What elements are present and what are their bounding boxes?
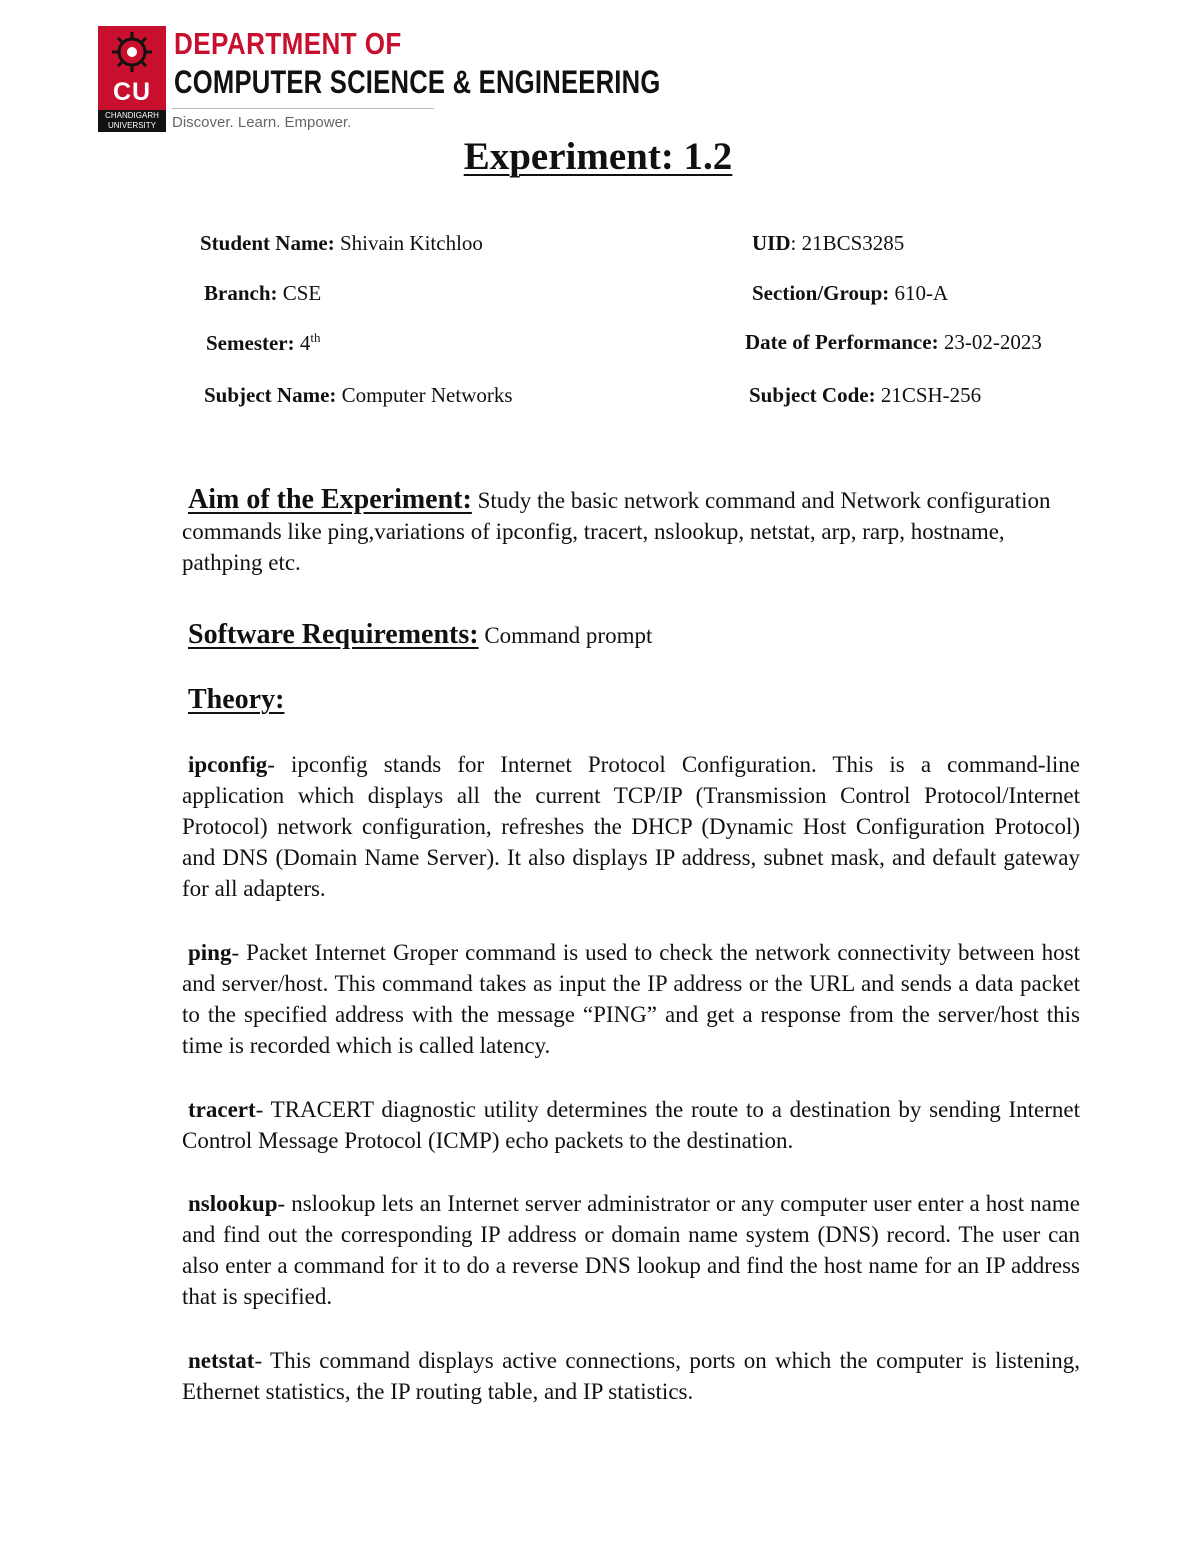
theory-heading: Theory: xyxy=(188,684,285,715)
theory-item-tracert xyxy=(182,1094,1080,1156)
section-value: 610-A xyxy=(894,281,949,305)
section-field xyxy=(752,281,948,306)
theory-text: - nslookup lets an Internet server administrator or any computer user enter a host name and find out the corresponding IP address or domain name system (DNS) record. The user can also enter a command for it to do a reverse DNS lookup and find the host name for an IP address that is specified. xyxy=(182,1191,1080,1309)
theory-term: tracert xyxy=(188,1097,256,1122)
department-header xyxy=(98,26,661,136)
theory-item-ping xyxy=(182,937,1080,1061)
subject-code-label: Subject Code: xyxy=(749,383,876,407)
date-field xyxy=(745,330,1042,355)
theory-term: ipconfig xyxy=(188,752,268,777)
aim-section xyxy=(182,484,1080,578)
aim-text: Study the basic network command and Network configuration commands like ping,variations of ipconfig, tracert, nslookup, netstat, arp, rarp, hostname, pathping etc. xyxy=(182,488,1051,575)
semester-field xyxy=(206,330,321,356)
subject-code-value: 21CSH-256 xyxy=(880,383,982,407)
theory-text: - TRACERT diagnostic utility determines the route to a destination by sending Internet Control Message Protocol (ICMP) echo packets to the destination. xyxy=(182,1097,1080,1153)
theory-item-ipconfig xyxy=(182,749,1080,904)
student-name-field xyxy=(200,231,483,256)
semester-suffix: th xyxy=(310,330,321,345)
subject-code-field xyxy=(749,383,981,408)
branch-field xyxy=(204,281,321,306)
subject-name-value: Computer Networks xyxy=(341,383,513,407)
theory-section xyxy=(182,684,1080,716)
theory-term: ping xyxy=(188,940,232,965)
semester-label: Semester: xyxy=(206,331,295,355)
branch-value: CSE xyxy=(282,281,322,305)
theory-term: nslookup xyxy=(188,1191,278,1216)
department-name-line1: DEPARTMENT OF xyxy=(174,26,402,61)
date-value: 23-02-2023 xyxy=(943,330,1042,354)
date-label: Date of Performance: xyxy=(745,330,939,354)
logo-university-text: CHANDIGARH UNIVERSITY xyxy=(98,110,166,132)
software-section xyxy=(182,619,1080,651)
tagline: Discover. Learn. Empower. xyxy=(172,114,352,131)
experiment-title xyxy=(0,134,1196,179)
theory-text: - ipconfig stands for Internet Protocol Configuration. This is a command-line application which displays all the current TCP/IP (Transmission Control Protocol/Internet Protocol) network configuration, refreshes the DHCP (Dynamic Host Configuration Protocol) and DNS (Domain Name Server). It also displays IP address, subnet mask, and default gateway for all adapters. xyxy=(182,752,1080,901)
uid-value: : 21BCS3285 xyxy=(790,231,905,255)
section-label: Section/Group: xyxy=(752,281,890,305)
theory-item-nslookup xyxy=(182,1188,1080,1312)
theory-text: - Packet Internet Groper command is used to check the network connectivity between host and server/host. This command takes as input the IP address or the URL and sends a data packet to the specified address with the message “PING” and get a response from the server/host this time is recorded which is called latency. xyxy=(182,940,1080,1058)
theory-text: - This command displays active connections, ports on which the computer is listening, Ethernet statistics, the IP routing table, and IP statistics. xyxy=(182,1348,1080,1404)
gear-emblem-icon xyxy=(98,26,166,82)
tagline-divider xyxy=(172,108,434,109)
experiment-title-text: Experiment: 1.2 xyxy=(463,135,733,178)
branch-label: Branch: xyxy=(204,281,278,305)
logo-cu-text: CU xyxy=(112,78,152,106)
subject-name-label: Subject Name: xyxy=(204,383,337,407)
uid-field xyxy=(752,231,904,256)
uid-label: UID xyxy=(752,231,791,255)
student-name-value: Shivain Kitchloo xyxy=(340,231,483,255)
semester-value: 4 xyxy=(299,331,311,355)
theory-item-netstat xyxy=(182,1345,1080,1407)
aim-heading: Aim of the Experiment: xyxy=(188,484,472,515)
subject-name-field xyxy=(204,383,513,408)
department-name-line2: COMPUTER SCIENCE & ENGINEERING xyxy=(174,64,661,100)
software-heading: Software Requirements: xyxy=(188,619,479,650)
software-text: Command prompt xyxy=(484,623,653,648)
theory-term: netstat xyxy=(188,1348,255,1373)
student-name-label: Student Name: xyxy=(200,231,335,255)
university-logo xyxy=(98,26,166,132)
